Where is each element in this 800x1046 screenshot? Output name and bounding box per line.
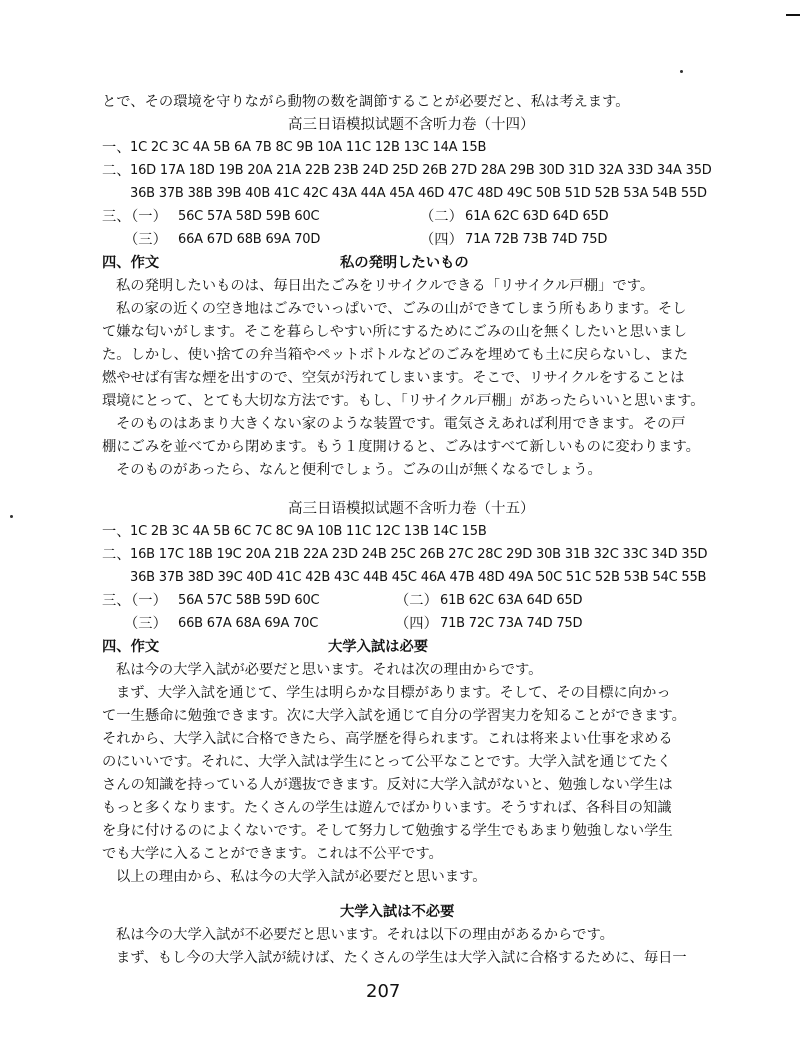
scan-speck xyxy=(680,70,683,73)
exam14-essay-line: 燃やせば有害な煙を出すので、空気が汚れてしまいます。そこで、リサイクルをすることは xyxy=(102,370,685,386)
exam14-part2-label: 二、 xyxy=(102,163,131,179)
exam15-sub1-answers: 56A 57C 58B 59D 60C xyxy=(178,593,320,608)
exam14-essay-line: て嫌な匂いがします。そこを暮らしやすい所にするためにごみの山を無くしたいと思いまし xyxy=(102,324,688,340)
exam15-sub4-answers: 71B 72C 73A 74D 75D xyxy=(440,616,583,631)
exam15-sub2-label: （二） xyxy=(395,593,438,609)
exam15-sub2-answers: 61B 62C 63A 64D 65D xyxy=(440,593,583,608)
exam14-title: 高三日语模拟试题不含听力卷（十四） xyxy=(288,117,535,133)
exam15-part2-row2: 36B 37B 38D 39C 40D 41C 42B 43C 44B 45C 46A 47B 48D 49A 50C 51C 52B 53B 54C 55B xyxy=(130,570,707,585)
exam14-essay-line: 棚にごみを並べてから閉めます。もう１度開けると、ごみはすべて新しいものに変わります。 xyxy=(102,439,700,455)
exam15-essay1-line: を身に付けるのによくないです。そして努力して勉強する学生でもあまり勉強しない学生 xyxy=(102,823,673,839)
exam15-part3-label: 三、 xyxy=(102,593,131,609)
exam14-part2-row2: 36B 37B 38B 39B 40B 41C 42C 43A 44A 45A 46D 47C 48D 49C 50B 51D 52B 53A 54B 55D xyxy=(130,186,707,201)
carryover-line: とで、その環境を守りながら動物の数を調節することが必要だと、私は考えます。 xyxy=(102,94,630,110)
exam15-essay1-line: 私は今の大学入試が必要だと思います。それは次の理由からです。 xyxy=(116,662,543,678)
scan-speck xyxy=(10,515,13,518)
exam14-sub2-label: （二） xyxy=(420,209,463,225)
exam15-essay1-line: て一生懸命に勉強できます。次に大学入試を通じて自分の学習実力を知ることができます。 xyxy=(102,708,686,724)
exam14-essay-line: 私の発明したいものは、毎日出たごみをリサイクルできる「リサイクル戸棚」です。 xyxy=(116,278,655,294)
exam14-part2-row1: 16D 17A 18D 19B 20A 21A 22B 23B 24D 25D 26B 27D 28A 29B 30D 31D 32A 33D 34A 35D xyxy=(130,163,712,178)
exam15-essay1-line: まず、大学入試を通じて、学生は明らかな目標があります。そして、その目標に向かっ xyxy=(116,685,671,701)
exam14-sub1-label: （一） xyxy=(124,209,167,225)
exam15-sub3-label: （三） xyxy=(124,616,167,632)
exam15-sub4-label: （四） xyxy=(395,616,438,632)
exam15-essay1-line: 以上の理由から、私は今の大学入試が必要だと思います。 xyxy=(116,869,487,885)
exam15-sub1-label: （一） xyxy=(124,593,167,609)
exam15-essay1-line: のにいいです。それに、大学入試は学生にとって公平なことです。大学入試を通じてたく xyxy=(102,754,672,770)
page-number: 207 xyxy=(366,981,401,1002)
exam14-essay-line: 環境にとって、とても大切な方法です。もし、「リサイクル戸棚」があったらいいと思います。 xyxy=(102,393,705,409)
exam15-essay1-line: さんの知識を持っている人が選抜できます。反対に大学入試がないと、勉強しない学生は xyxy=(102,777,673,793)
exam14-sub2-answers: 61A 62C 63D 64D 65D xyxy=(465,209,609,224)
exam14-essay-line: そのものがあったら、なんと便利でしょう。ごみの山が無くなるでしょう。 xyxy=(116,462,602,478)
exam15-essay1-line: でも大学に入ることができます。これは不公平です。 xyxy=(102,846,443,862)
exam14-essay-line: た。しかし、使い捨ての弁当箱やペットボトルなどのごみを埋めても土に戻らないし、また xyxy=(102,347,689,363)
exam14-part1-answers: 1C 2C 3C 4A 5B 6A 7B 8C 9B 10A 11C 12B 13C 14A 15B xyxy=(130,140,487,155)
exam15-title: 高三日语模拟试题不含听力卷（十五） xyxy=(288,501,535,517)
exam14-sub3-label: （三） xyxy=(124,232,167,248)
exam15-part4-label: 四、作文 xyxy=(102,639,160,655)
exam15-essay1-line: それから、大学入試に合格できたら、高学歴を得られます。これは将来よい仕事を求める xyxy=(102,731,673,747)
exam14-essay-line: そのものはあまり大きくない家のような装置です。電気さえあれば利用できます。その戸 xyxy=(116,416,686,432)
exam14-sub4-answers: 71A 72B 73B 74D 75D xyxy=(465,232,608,247)
exam14-sub1-answers: 56C 57A 58D 59B 60C xyxy=(178,209,320,224)
exam14-essay-title: 私の発明したいもの xyxy=(340,255,469,271)
exam15-part1-label: 一、 xyxy=(102,524,131,540)
exam15-sub3-answers: 66B 67A 68A 69A 70C xyxy=(178,616,319,631)
exam14-essay-line: 私の家の近くの空き地はごみでいっぱいで、ごみの山ができてしまう所もあります。そし xyxy=(116,301,687,317)
exam14-sub3-answers: 66A 67D 68B 69A 70D xyxy=(178,232,321,247)
exam15-essay1-title: 大学入試は必要 xyxy=(328,639,429,655)
exam15-essay1-line: もっと多くなります。たくさんの学生は遊んでばかりいます。そうすれば、各科目の知識 xyxy=(102,800,672,816)
exam14-part3-label: 三、 xyxy=(102,209,131,225)
exam15-essay2-line: 私は今の大学入試が不必要だと思います。それは以下の理由があるからです。 xyxy=(116,927,614,943)
exam14-part1-label: 一、 xyxy=(102,140,131,156)
exam15-part2-label: 二、 xyxy=(102,547,131,563)
exam15-part1-answers: 1C 2B 3C 4A 5B 6C 7C 8C 9A 10B 11C 12C 13B 14C 15B xyxy=(130,524,487,539)
exam15-part2-row1: 16B 17C 18B 19C 20A 21B 22A 23D 24B 25C 26B 27C 28C 29D 30B 31B 32C 33C 34D 35D xyxy=(130,547,708,562)
exam14-part4-label: 四、作文 xyxy=(102,255,160,271)
corner-mark xyxy=(786,14,800,16)
exam15-essay2-line: まず、もし今の大学入試が続けば、たくさんの学生は大学入試に合格するために、毎日一 xyxy=(116,950,687,966)
exam15-essay2-title: 大学入試は不必要 xyxy=(340,904,455,920)
exam14-sub4-label: （四） xyxy=(420,232,463,248)
